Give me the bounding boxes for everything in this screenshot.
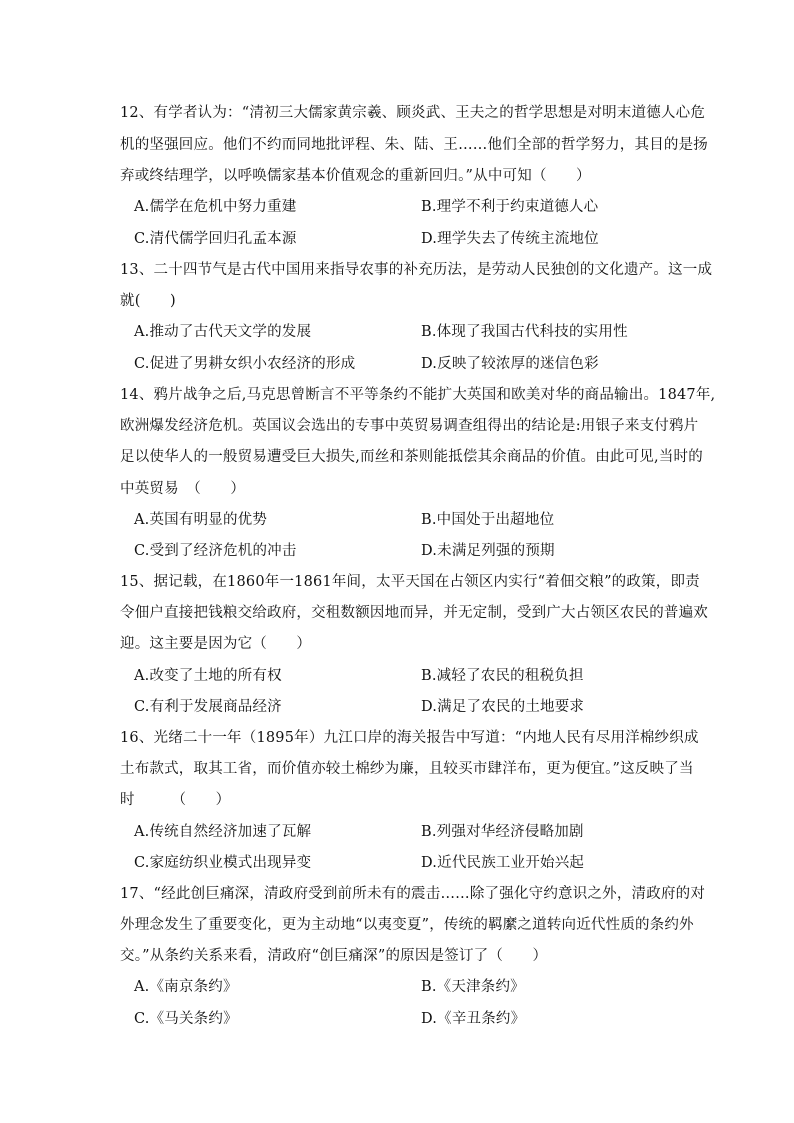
question-13-option-b: B.体现了我国古代科技的实用性 xyxy=(421,324,628,340)
question-13-option-a: A.推动了古代天文学的发展 xyxy=(134,324,312,340)
question-16-line-1: 16、光绪二十一年（1895年）九江口岸的海关报告中写道：“内地人民有尽用洋棉纱织成 xyxy=(120,730,699,746)
question-12-line-1: 12、有学者认为：“清初三大儒家黄宗羲、顾炎武、王夫之的哲学思想是对明末道德人心危 xyxy=(120,105,706,121)
question-15-line-1: 15、据记载，在1860年一1861年间，太平天国在占领区内实行“着佃交粮”的政策，即责 xyxy=(120,574,700,590)
question-14-line-3: 足以使华人的一般贸易遭受巨大损失,而丝和茶则能抵偿其余商品的价值。由此可见,当时的 xyxy=(120,449,703,465)
question-16-option-c: C.家庭纺织业模式出现异变 xyxy=(134,855,312,871)
question-17-line-2: 外理念发生了重要变化，更为主动地“以夷变夏”，传统的羁縻之道转向近代性质的条约外 xyxy=(120,917,694,933)
question-17-option-b: B.《天津条约》 xyxy=(421,979,525,995)
question-14-option-c: C.受到了经济危机的冲击 xyxy=(134,543,297,559)
question-14-option-d: D.未满足列强的预期 xyxy=(421,543,555,559)
question-12-line-2: 机的坚强回应。他们不约而同地批评程、朱、陆、王……他们全部的哲学努力，其目的是扬 xyxy=(120,137,708,153)
question-15-line-3: 迎。这主要是因为它（ ） xyxy=(120,636,312,652)
question-15-line-2: 令佃户直接把钱粮交给政府，交租数额因地而异，并无定制，受到广大占领区农民的普遍欢 xyxy=(120,605,708,621)
question-13-option-d: D.反映了较浓厚的迷信色彩 xyxy=(421,356,599,372)
question-15-option-a: A.改变了土地的所有权 xyxy=(134,668,282,684)
question-17-option-a: A.《南京条约》 xyxy=(134,979,238,995)
question-17-line-3: 交。”从条约关系来看，清政府“创巨痛深”的原因是签订了（ ） xyxy=(120,948,548,964)
question-13-option-c: C.促进了男耕女织小农经济的形成 xyxy=(134,356,356,372)
question-17-option-c: C.《马关条约》 xyxy=(134,1011,238,1027)
question-14-line-2: 欧洲爆发经济危机。英国议会选出的专事中英贸易调查组得出的结论是:用银子来支付鸦片 xyxy=(120,418,699,434)
question-16-option-d: D.近代民族工业开始兴起 xyxy=(421,855,585,871)
question-12-option-b: B.理学不利于约束道德人心 xyxy=(421,199,599,215)
question-16-line-3: 时 （ ） xyxy=(120,792,231,808)
question-14-option-b: B.中国处于出超地位 xyxy=(421,512,555,528)
question-16-option-b: B.列强对华经济侵略加剧 xyxy=(421,824,584,840)
question-15-option-b: B.减轻了农民的租税负担 xyxy=(421,668,584,684)
question-12-option-c: C.清代儒学回归孔孟本源 xyxy=(134,231,297,247)
question-14-line-1: 14、鸦片战争之后,马克思曾断言不平等条约不能扩大英国和欧美对华的商品输出。1847年, xyxy=(120,387,716,403)
question-12-line-3: 弃或终结理学，以呼唤儒家基本价值观念的重新回归。”从中可知（ ） xyxy=(120,168,591,184)
question-12-option-d: D.理学失去了传统主流地位 xyxy=(421,231,599,247)
question-13-line-1: 13、二十四节气是古代中国用来指导农事的补充历法，是劳动人民独创的文化遗产。这一成 xyxy=(120,262,713,278)
question-14-line-4: 中英贸易 （ ） xyxy=(120,481,246,497)
question-17-option-d: D.《辛丑条约》 xyxy=(421,1011,526,1027)
question-16-line-2: 土布款式，取其工省，而价值亦较土棉纱为廉，且较买市肆洋布，更为便宜。”这反映了当 xyxy=(120,761,694,777)
question-15-option-d: D.满足了农民的土地要求 xyxy=(421,699,585,715)
question-13-line-2: 就( ) xyxy=(120,293,176,309)
question-14-option-a: A.英国有明显的优势 xyxy=(134,512,268,528)
question-17-line-1: 17、“经此创巨痛深，清政府受到前所未有的震击……除了强化守约意识之外，清政府的对 xyxy=(120,886,706,902)
question-15-option-c: C.有利于发展商品经济 xyxy=(134,699,282,715)
question-16-option-a: A.传统自然经济加速了瓦解 xyxy=(134,824,312,840)
question-12-option-a: A.儒学在危机中努力重建 xyxy=(134,199,297,215)
